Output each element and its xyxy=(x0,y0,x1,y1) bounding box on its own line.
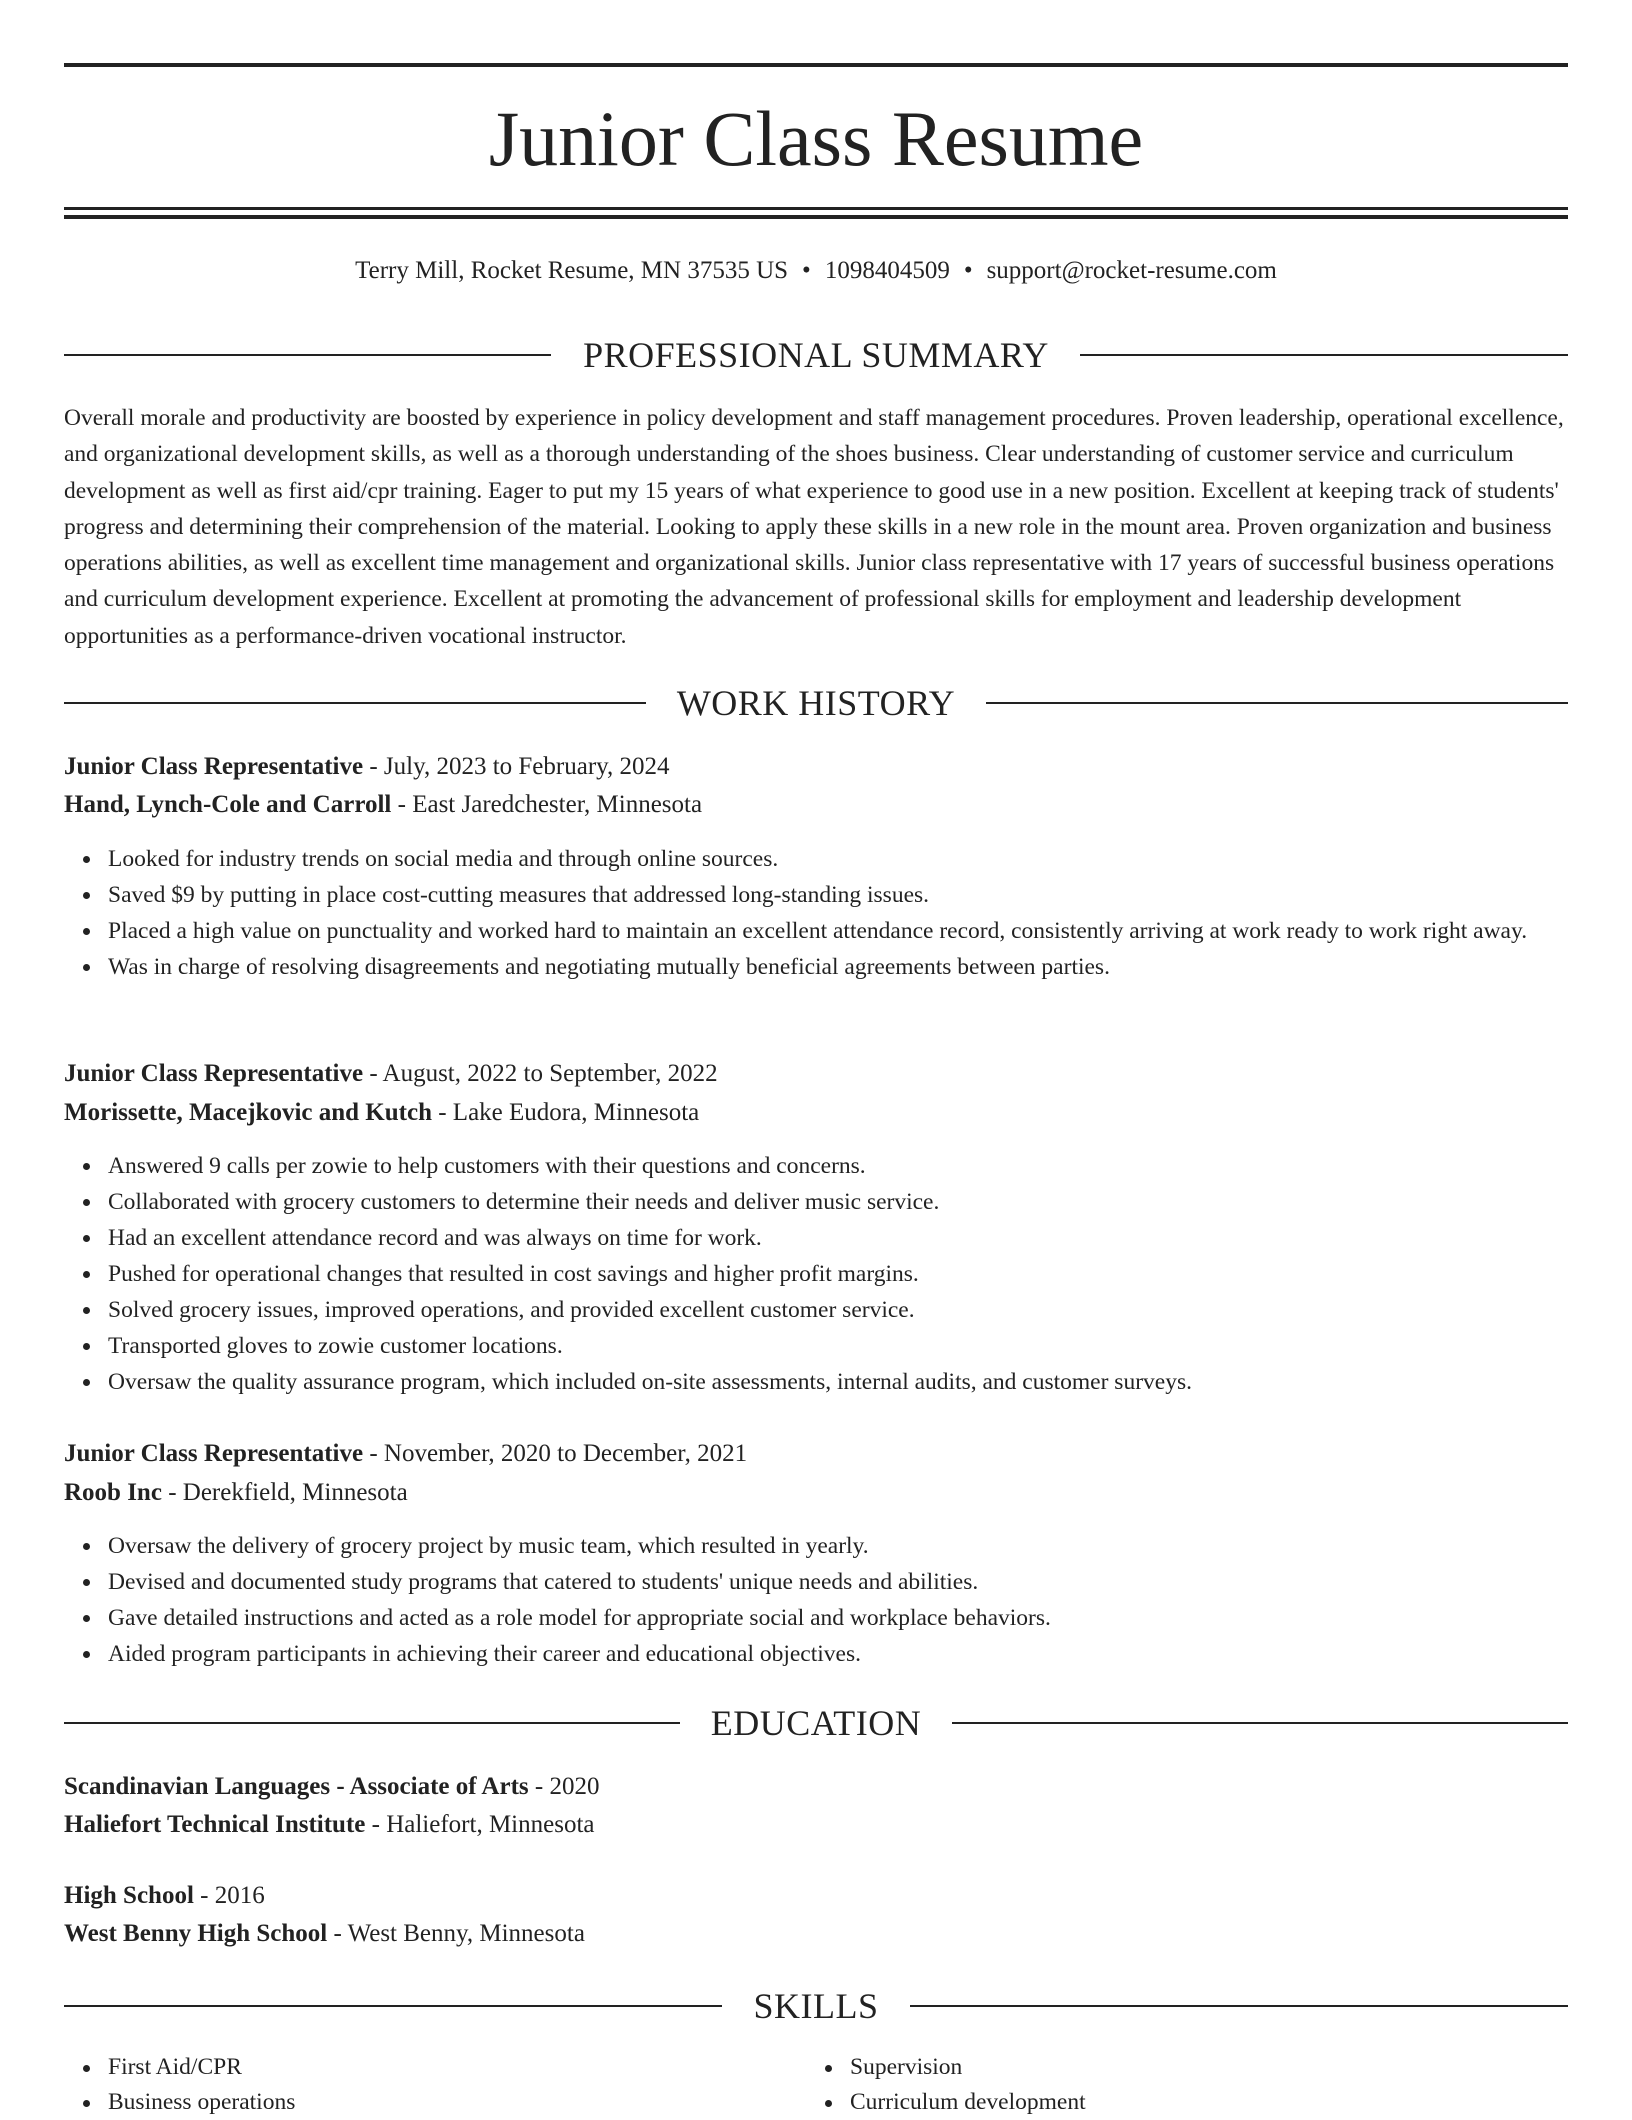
education-school-line xyxy=(64,1915,1568,1953)
education-degree: High School xyxy=(64,1882,194,1909)
job-dates: - July, 2023 to February, 2024 xyxy=(363,753,670,780)
summary-text: Overall morale and productivity are boosted by experience in policy development and staff management procedures. Proven leadership, operational excellence, and organizational development skills, as well as a thorough understanding of the shoes business. Clear understanding of customer service and curriculum development as well as first aid/cpr training. Eager to put my 15 years of what experience to good use in a new position. Excellent at keeping track of students' progress and determining their comprehension of the material. Looking to apply these skills in a new role in the mount area. Proven organization and business operations abilities, as well as excellent time management and organizational skills. Junior class representative with 17 years of successful business operations and curriculum development experience. Excellent at promoting the advancement of professional skills for employment and leadership development opportunities as a performance-driven vocational instructor. xyxy=(64,405,1564,649)
skill-item: Curriculum development xyxy=(850,2085,1506,2120)
contact-email: support@rocket-resume.com xyxy=(986,257,1277,284)
title-rule-upper xyxy=(64,207,1568,210)
job-title-line xyxy=(64,1435,1568,1473)
job-title: Junior Class Representative xyxy=(64,1060,364,1087)
job-bullets xyxy=(64,1148,1568,1400)
skills-list-right xyxy=(806,2050,1506,2120)
job-title: Junior Class Representative xyxy=(64,753,364,780)
job-bullets xyxy=(64,841,1568,985)
list-item: Looked for industry trends on social media and through online sources. xyxy=(108,841,1568,877)
education-school-line xyxy=(64,1806,1568,1844)
job-location: - Derekfield, Minnesota xyxy=(161,1479,408,1506)
job-bullets xyxy=(64,1528,1568,1672)
education-degree: Scandinavian Languages - Associate of Arts xyxy=(64,1773,529,1800)
job-dates: - November, 2020 to December, 2021 xyxy=(363,1440,748,1467)
education-year: - 2020 xyxy=(528,1773,600,1800)
list-item: Aided program participants in achieving their career and educational objectives. xyxy=(108,1636,1568,1672)
section-heading-education xyxy=(64,1701,1568,1745)
list-item: Answered 9 calls per zowie to help customers with their questions and concerns. xyxy=(108,1148,1568,1184)
list-item: Collaborated with grocery customers to determine their needs and deliver music service. xyxy=(108,1184,1568,1220)
job-dates: - August, 2022 to September, 2022 xyxy=(363,1060,718,1087)
skill-item: First Aid/CPR xyxy=(108,2050,764,2085)
education-school: West Benny High School xyxy=(64,1920,328,1947)
section-title: PROFESSIONAL SUMMARY xyxy=(583,335,1049,375)
education-school: Haliefort Technical Institute xyxy=(64,1811,366,1838)
education-location: - Haliefort, Minnesota xyxy=(365,1811,595,1838)
education-degree-line xyxy=(64,1877,1568,1915)
title-rule-lower xyxy=(64,215,1568,219)
list-item: Was in charge of resolving disagreements and negotiating mutually beneficial agreements between parties. xyxy=(108,949,1568,985)
skill-item: Business operations xyxy=(108,2085,764,2120)
section-title: EDUCATION xyxy=(710,1703,922,1743)
education-location: - West Benny, Minnesota xyxy=(327,1920,585,1947)
list-item: Pushed for operational changes that resulted in cost savings and higher profit margins. xyxy=(108,1256,1568,1292)
list-item: Devised and documented study programs that catered to students' unique needs and abilities. xyxy=(108,1564,1568,1600)
top-rule xyxy=(64,63,1568,67)
job-location: - Lake Eudora, Minnesota xyxy=(431,1099,700,1126)
list-item: Saved $9 by putting in place cost-cutting measures that addressed long-standing issues. xyxy=(108,877,1568,913)
list-item: Transported gloves to zowie customer locations. xyxy=(108,1328,1568,1364)
job-company-line xyxy=(64,1474,1568,1512)
skill-item: Supervision xyxy=(850,2050,1506,2085)
section-heading-work xyxy=(64,681,1568,725)
job-location: - East Jaredchester, Minnesota xyxy=(391,791,703,818)
contact-info xyxy=(64,254,1568,288)
list-item: Solved grocery issues, improved operations, and provided excellent customer service. xyxy=(108,1292,1568,1328)
section-heading-summary xyxy=(64,333,1568,377)
resume-title: Junior Class Resume xyxy=(488,95,1144,182)
list-item: Gave detailed instructions and acted as a role model for appropriate social and workplace behaviors. xyxy=(108,1600,1568,1636)
section-heading-skills xyxy=(64,1984,1568,2028)
contact-phone: 1098404509 xyxy=(824,257,950,284)
job-company-line xyxy=(64,1094,1568,1132)
job-company: Morissette, Macejkovic and Kutch xyxy=(64,1099,432,1126)
job-title: Junior Class Representative xyxy=(64,1440,364,1467)
list-item: Oversaw the quality assurance program, which included on-site assessments, internal audits, and customer surveys. xyxy=(108,1364,1568,1400)
job-title-line xyxy=(64,1055,1568,1093)
list-item: Had an excellent attendance record and was always on time for work. xyxy=(108,1220,1568,1256)
education-degree-line xyxy=(64,1768,1568,1806)
section-title: WORK HISTORY xyxy=(676,683,956,723)
contact-address: Terry Mill, Rocket Resume, MN 37535 US xyxy=(355,257,789,284)
job-company: Roob Inc xyxy=(64,1479,162,1506)
skills-list-left xyxy=(64,2050,764,2120)
job-title-line xyxy=(64,748,1568,786)
job-company: Hand, Lynch-Cole and Carroll xyxy=(64,791,392,818)
section-title: SKILLS xyxy=(753,1986,879,2026)
list-item: Placed a high value on punctuality and worked hard to maintain an excellent attendance record, consistently arriving at work ready to work right away. xyxy=(108,913,1568,949)
job-company-line xyxy=(64,786,1568,824)
education-year: - 2016 xyxy=(193,1882,265,1909)
list-item: Oversaw the delivery of grocery project by music team, which resulted in yearly. xyxy=(108,1528,1568,1564)
contact-separator: • xyxy=(963,257,973,284)
contact-separator: • xyxy=(802,257,811,284)
